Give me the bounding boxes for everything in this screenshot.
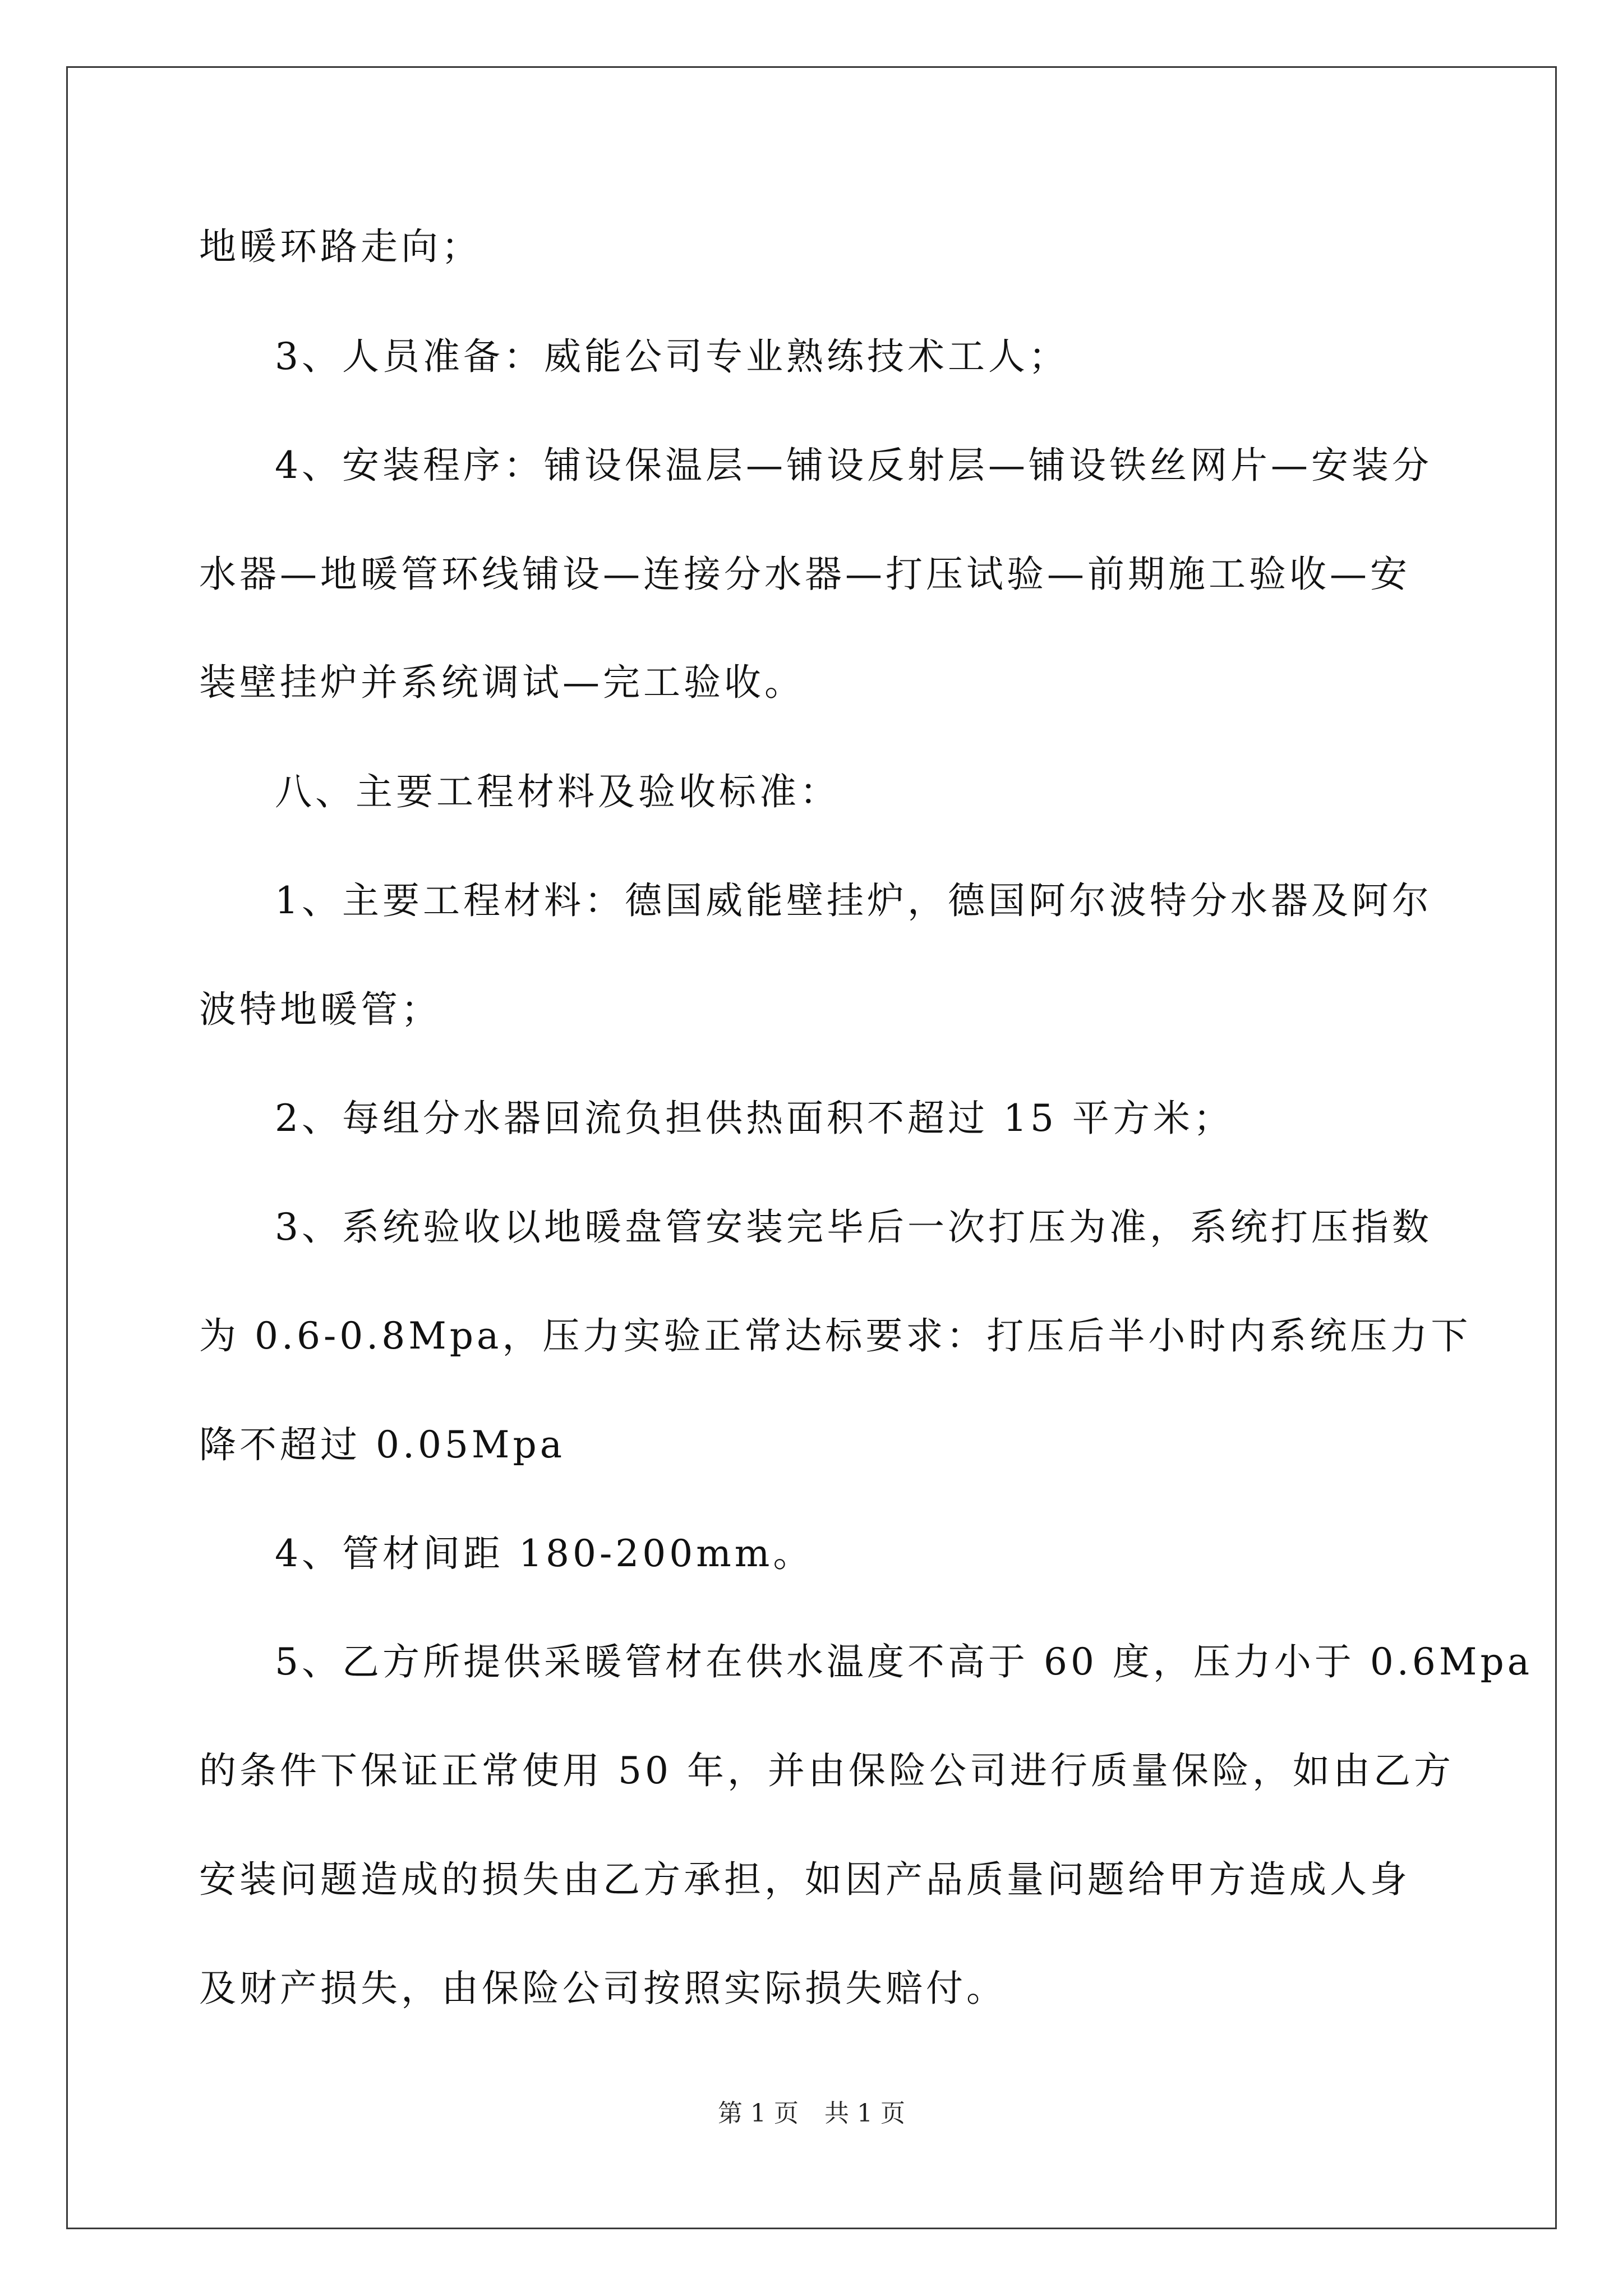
text-line: 2、每组分水器回流负担供热面积不超过 15 平方米； bbox=[275, 1097, 1234, 1140]
text-line: 安装问题造成的损失由乙方承担，如因产品质量问题给甲方造成人身 bbox=[199, 1858, 1410, 1901]
section-heading: 八、主要工程材料及验收标准： bbox=[275, 770, 840, 813]
text-line: 水器—地暖管环线铺设—连接分水器—打压试验—前期施工验收—安 bbox=[199, 553, 1410, 596]
page-total: 共 1 页 bbox=[824, 2099, 905, 2128]
text-line: 4、管材间距 180-200mm。 bbox=[275, 1532, 814, 1575]
text-line: 1、主要工程材料：德国威能壁挂炉，德国阿尔波特分水器及阿尔 bbox=[275, 879, 1432, 922]
text-line: 4、安装程序：铺设保温层—铺设反射层—铺设铁丝网片—安装分 bbox=[275, 444, 1432, 487]
page-number: 第 1 页 bbox=[718, 2099, 799, 2128]
page-footer bbox=[0, 2097, 1623, 2131]
text-line: 装壁挂炉并系统调试—完工验收。 bbox=[199, 661, 805, 704]
text-line: 3、人员准备：威能公司专业熟练技术工人； bbox=[275, 335, 1069, 378]
text-line: 降不超过 0.05Mpa bbox=[199, 1423, 566, 1466]
text-line: 3、系统验收以地暖盘管安装完毕后一次打压为准，系统打压指数 bbox=[275, 1205, 1432, 1249]
text-line: 为 0.6-0.8Mpa，压力实验正常达标要求：打压后半小时内系统压力下 bbox=[199, 1314, 1472, 1358]
text-line: 5、乙方所提供采暖管材在供水温度不高于 60 度，压力小于 0.6Mpa bbox=[275, 1640, 1533, 1683]
text-line: 的条件下保证正常使用 50 年，并由保险公司进行质量保险，如由乙方 bbox=[199, 1749, 1454, 1792]
text-line: 地暖环路走向； bbox=[199, 225, 482, 268]
text-line: 及财产损失，由保险公司按照实际损失赔付。 bbox=[199, 1967, 1007, 2010]
text-line: 波特地暖管； bbox=[199, 988, 441, 1031]
